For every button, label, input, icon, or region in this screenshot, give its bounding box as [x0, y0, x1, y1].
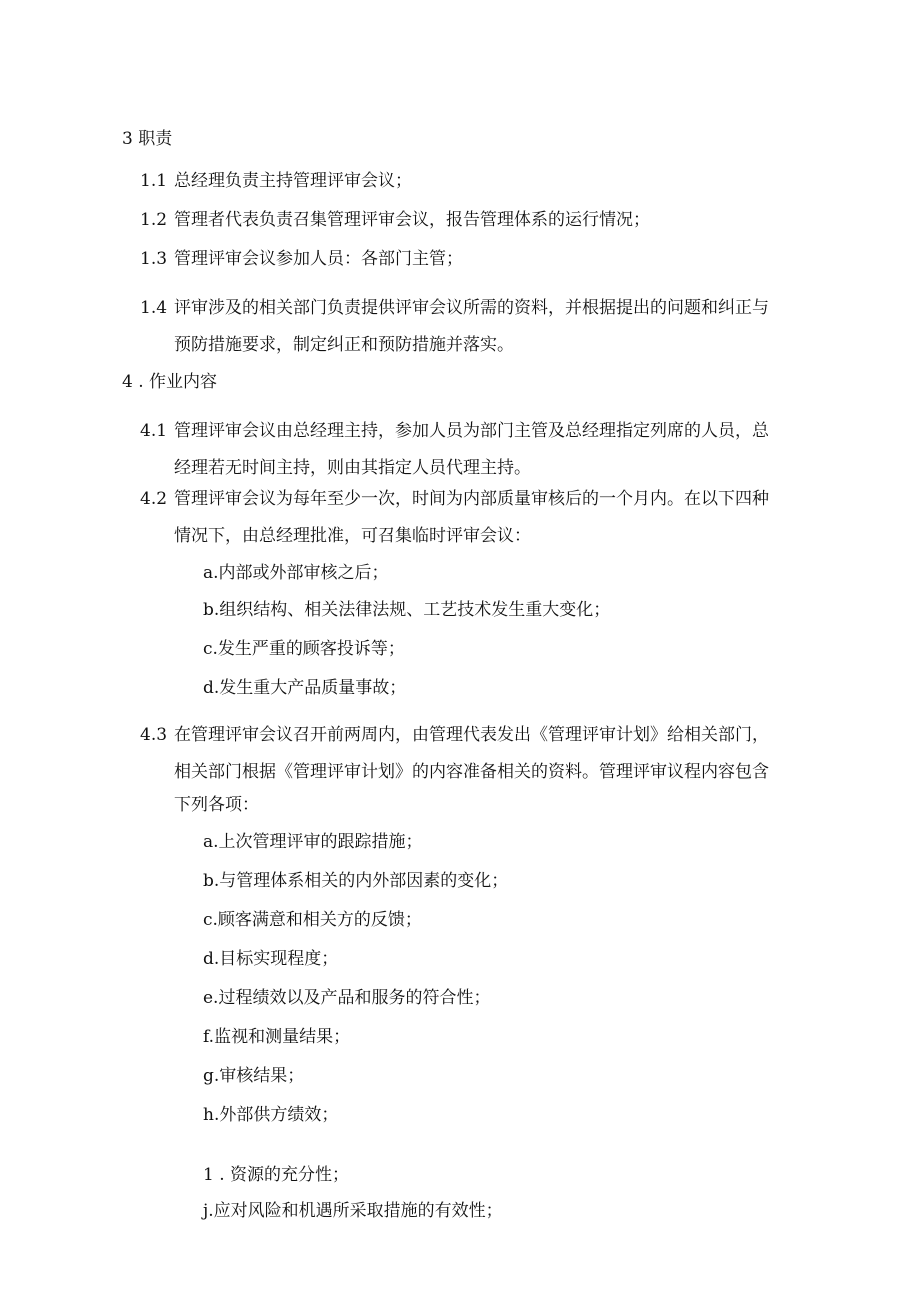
list-item-1-4 — [140, 297, 769, 319]
list-item-4-3 — [140, 724, 769, 746]
list-item-1-2 — [140, 209, 650, 231]
item-number: 1.3 — [140, 249, 168, 269]
item-text: 管理评审会议为每年至少一次，时间为内部质量审核后的一个月内。在以下四种 — [174, 489, 769, 509]
sub-item-4-3-c: c.顾客满意和相关方的反馈； — [203, 910, 422, 930]
sub-item-4-3-g: g.审核结果； — [203, 1066, 305, 1086]
sub-item-4-3-i: 1 . 资源的充分性； — [203, 1165, 350, 1185]
list-item-4-3-continuation-1: 相关部门根据《管理评审计划》的内容准备相关的资料。管理评审议程内容包含 — [174, 762, 769, 782]
sub-item-4-3-a: a.上次管理评审的跟踪措施； — [203, 832, 423, 852]
sub-item-4-3-e: e.过程绩效以及产品和服务的符合性； — [203, 988, 491, 1008]
section-3-heading: 3 职责 — [122, 129, 173, 149]
sub-item-4-3-j: j.应对风险和机遇所采取措施的有效性； — [203, 1201, 503, 1221]
item-number: 1.2 — [140, 210, 168, 230]
list-item-1-3 — [140, 248, 463, 270]
item-text: 总经理负责主持管理评审会议； — [174, 171, 412, 191]
item-number: 1.1 — [140, 171, 168, 191]
list-item-4-3-continuation-2: 下列各项： — [174, 795, 259, 815]
item-number: 4.1 — [140, 421, 168, 441]
sub-item-4-3-h: h.外部供方绩效； — [203, 1105, 339, 1125]
sub-item-4-2-b: b.组织结构、相关法律法规、工艺技术发生重大变化； — [203, 600, 611, 620]
list-item-4-2-continuation: 情况下，由总经理批准，可召集临时评审会议： — [174, 526, 531, 546]
item-number: 4.2 — [140, 489, 168, 509]
sub-item-4-2-c: c.发生严重的顾客投诉等； — [203, 639, 405, 659]
item-text: 管理评审会议参加人员：各部门主管； — [174, 249, 463, 269]
sub-item-4-3-d: d.目标实现程度； — [203, 949, 339, 969]
sub-item-4-3-f: f.监视和测量结果； — [203, 1027, 351, 1047]
list-item-4-1 — [140, 420, 769, 442]
item-text: 管理评审会议由总经理主持，参加人员为部门主管及总经理指定列席的人员，总 — [174, 421, 769, 441]
list-item-1-1 — [140, 170, 412, 192]
item-number: 4.3 — [140, 725, 168, 745]
list-item-4-2 — [140, 488, 769, 510]
list-item-1-4-continuation: 预防措施要求，制定纠正和预防措施并落实。 — [174, 335, 514, 355]
item-text: 管理者代表负责召集管理评审会议，报告管理体系的运行情况； — [174, 210, 650, 230]
item-text: 在管理评审会议召开前两周内，由管理代表发出《管理评审计划》给相关部门， — [174, 725, 769, 745]
list-item-4-1-continuation: 经理若无时间主持，则由其指定人员代理主持。 — [174, 458, 531, 478]
section-4-heading: 4 . 作业内容 — [122, 372, 218, 392]
item-number: 1.4 — [140, 298, 168, 318]
sub-item-4-2-d: d.发生重大产品质量事故； — [203, 678, 407, 698]
sub-item-4-3-b: b.与管理体系相关的内外部因素的变化； — [203, 871, 509, 891]
item-text: 评审涉及的相关部门负责提供评审会议所需的资料，并根据提出的问题和纠正与 — [174, 298, 769, 318]
sub-item-4-2-a: a.内部或外部审核之后； — [203, 563, 389, 583]
